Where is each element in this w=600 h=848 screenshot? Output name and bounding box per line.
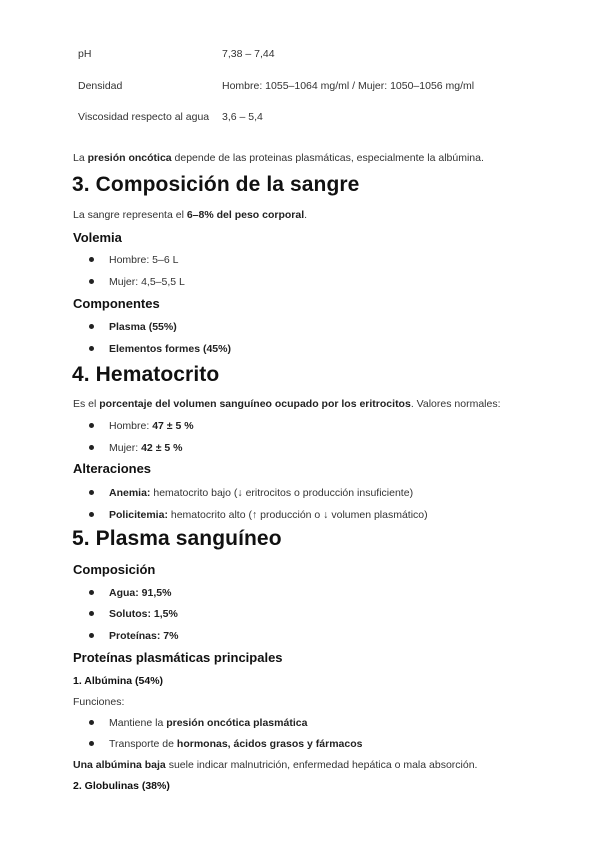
text: hematocrito bajo (↓ eritrocitos o producción insuficiente)	[150, 487, 414, 499]
bullet-icon	[89, 590, 94, 595]
bold-text: 42 ± 5 %	[141, 442, 183, 454]
table-label-ph: pH	[78, 48, 92, 60]
table-value-viscosidad: 3,6 – 5,4	[222, 111, 263, 123]
heading-componentes: Componentes	[73, 296, 160, 311]
bold-text: 6–8% del peso corporal	[186, 209, 305, 221]
paragraph-hematocrito-intro	[73, 397, 501, 411]
heading-globulinas: 2. Globulinas (38%)	[73, 780, 170, 792]
text: Mujer:	[109, 442, 142, 454]
heading-albumina: 1. Albúmina (54%)	[73, 675, 164, 687]
text: Hombre:	[109, 420, 153, 432]
text: . Valores normales:	[410, 398, 501, 410]
bold-text: Policitemia:	[109, 509, 168, 521]
bold-text: presión oncótica	[87, 152, 172, 164]
heading-section-4: 4. Hematocrito	[72, 363, 220, 386]
bold-text: porcentaje del volumen sanguíneo ocupado por los eritrocitos	[99, 398, 411, 410]
text: suele indicar malnutrición, enfermedad hepática o mala absorción.	[165, 759, 478, 771]
list-item-hematocrito-mujer	[109, 441, 182, 455]
table-value-ph: 7,38 – 7,44	[222, 48, 275, 60]
list-item-elementos-formes	[109, 342, 231, 356]
heading-section-3: 3. Composición de la sangre	[72, 173, 360, 196]
heading-volemia: Volemia	[73, 230, 122, 245]
bold-text: Elementos formes (45%)	[109, 343, 231, 355]
label-funciones: Funciones:	[73, 696, 125, 708]
heading-composicion: Composición	[73, 562, 156, 577]
bold-text: Una albúmina baja	[73, 759, 166, 771]
bullet-icon	[89, 633, 94, 638]
bold-text: Agua: 91,5%	[109, 587, 172, 599]
list-item-funcion-presion	[109, 716, 307, 730]
list-item-anemia	[109, 486, 413, 500]
list-item-plasma	[109, 320, 177, 334]
bullet-icon	[89, 279, 94, 284]
list-item-funcion-transporte	[109, 737, 362, 751]
list-item-volemia-hombre: Hombre: 5–6 L	[109, 254, 179, 266]
paragraph-presion-oncotica	[73, 151, 484, 165]
bullet-icon	[89, 512, 94, 517]
paragraph-sangre-intro	[73, 208, 307, 222]
table-value-densidad: Hombre: 1055–1064 mg/ml / Mujer: 1050–1056 mg/ml	[222, 80, 475, 92]
heading-proteinas-plasmaticas: Proteínas plasmáticas principales	[73, 650, 283, 665]
bold-text: Plasma (55%)	[109, 321, 177, 333]
bullet-icon	[89, 611, 94, 616]
text: Es el	[73, 398, 100, 410]
list-item-hematocrito-hombre	[109, 419, 194, 433]
bold-text: 47 ± 5 %	[152, 420, 194, 432]
bullet-icon	[89, 490, 94, 495]
text: La	[73, 152, 88, 164]
bold-text: presión oncótica plasmática	[166, 717, 308, 729]
list-item-policitemia	[109, 508, 428, 522]
bold-text: Solutos: 1,5%	[109, 608, 178, 620]
bold-text: Anemia:	[109, 487, 151, 499]
bullet-icon	[89, 346, 94, 351]
heading-alteraciones: Alteraciones	[73, 461, 152, 476]
paragraph-albumina-baja	[73, 758, 477, 772]
text: Transporte de	[109, 738, 177, 750]
list-item-volemia-mujer: Mujer: 4,5–5,5 L	[109, 276, 185, 288]
bullet-icon	[89, 445, 94, 450]
heading-section-5: 5. Plasma sanguíneo	[72, 527, 282, 550]
text: hematocrito alto (↑ producción o ↓ volumen plasmático)	[167, 509, 428, 521]
bullet-icon	[89, 257, 94, 262]
bullet-icon	[89, 720, 94, 725]
bullet-icon	[89, 324, 94, 329]
table-label-viscosidad: Viscosidad respecto al agua	[78, 111, 210, 123]
table-label-densidad: Densidad	[78, 80, 123, 92]
text: La sangre representa el	[73, 209, 187, 221]
bold-text: Proteínas: 7%	[109, 630, 179, 642]
bullet-icon	[89, 423, 94, 428]
text: depende de las proteinas plasmáticas, especialmente la albúmina.	[171, 152, 484, 164]
text: Mantiene la	[109, 717, 167, 729]
list-item-solutos	[109, 607, 178, 621]
list-item-proteinas	[109, 629, 178, 643]
text: .	[304, 209, 308, 221]
list-item-agua	[109, 586, 171, 600]
bullet-icon	[89, 741, 94, 746]
bold-text: hormonas, ácidos grasos y fármacos	[176, 738, 363, 750]
